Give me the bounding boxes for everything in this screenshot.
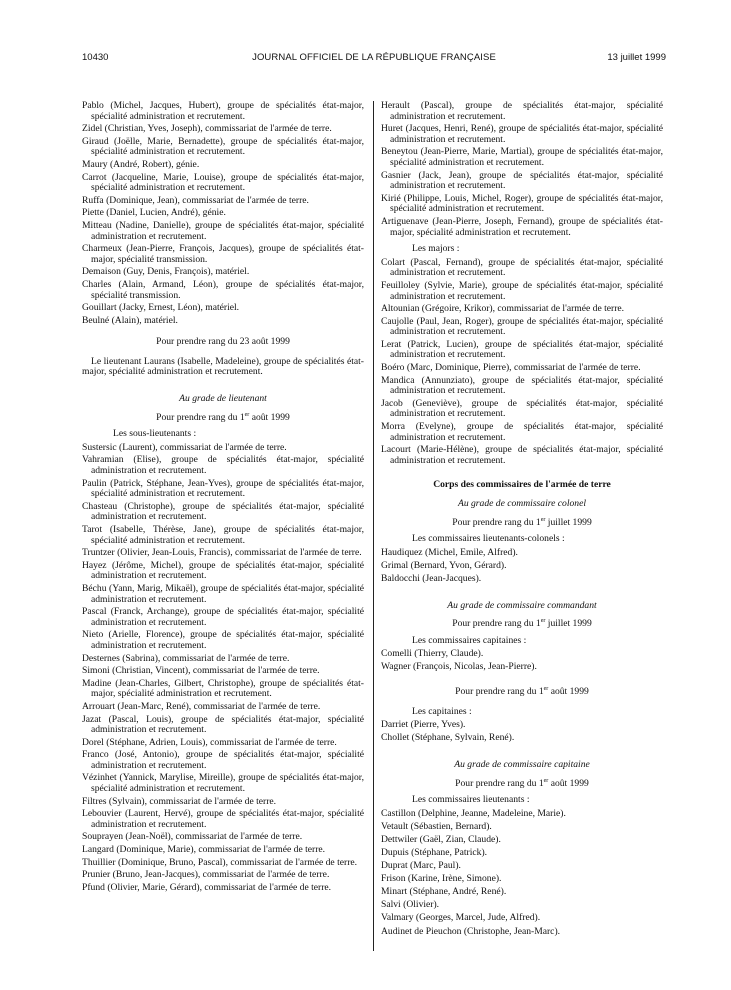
grade-commandant-heading: Au grade de commissaire commandant: [447, 599, 597, 611]
list-item: Dorel (Stéphane, Adrien, Louis), commissariat de l'armée de terre.: [82, 736, 337, 748]
list-item: Nieto (Arielle, Florence), groupe de spécialités état-major, spécialité administration et recrutement.: [82, 629, 364, 651]
list-item: Morra (Evelyne), groupe de spécialités état-major, spécialité administration et recrutement.: [381, 421, 663, 443]
rank-heading-juillet-2: Pour prendre rang du 1er juillet 1999: [452, 617, 592, 630]
list-item: Jacob (Geneviève), groupe de spécialités état-major, spécialité administration et recrutement.: [381, 397, 663, 420]
list-item: Vetault (Sébastien, Bernard).: [381, 820, 492, 832]
list-item: Comelli (Thierry, Claude).: [381, 648, 484, 660]
list-item: Chollet (Stéphane, Sylvain, René).: [381, 732, 515, 744]
list-item: Feuilloley (Sylvie, Marie), groupe de spécialités état-major, spécialité administration et recrutement.: [381, 279, 663, 302]
sous-lieutenants-label: Les sous-lieutenants :: [113, 428, 197, 440]
list-item: Desternes (Sabrina), commissariat de l'armée de terre.: [82, 652, 290, 664]
list-item: Chasteau (Christophe), groupe de spécialités état-major, spécialité administration et recrutement.: [82, 500, 364, 523]
list-item: Lerat (Patrick, Lucien), groupe de spécialités état-major, spécialité administration et recrutement.: [381, 338, 663, 361]
list-item: Audinet de Pieuchon (Christophe, Jean-Marc).: [381, 925, 561, 937]
list-item: Boéro (Marc, Dominique, Pierre), commissariat de l'armée de terre.: [381, 362, 641, 374]
list-item: Maury (André, Robert), génie.: [82, 158, 200, 170]
list-item: Duprat (Marc, Paul).: [381, 860, 461, 872]
list-item: Altounian (Grégoire, Krikor), commissariat de l'armée de terre.: [381, 303, 625, 315]
les-capitaines-label: Les capitaines :: [412, 705, 472, 717]
list-item: Haudiquez (Michel, Emile, Alfred).: [381, 546, 518, 558]
list-item: Lebouvier (Laurent, Hervé), groupe de spécialités état-major, spécialité administration et recrutement.: [82, 808, 364, 830]
list-item: Pascal (Franck, Archange), groupe de spécialités état-major, spécialité administration et recrutement.: [82, 606, 364, 628]
page-number: 10430: [82, 52, 109, 63]
list-item: Madine (Jean-Charles, Gilbert, Christophe), groupe de spécialités état-major, spécialité administration et recrutement.: [82, 677, 364, 700]
rank-heading-juillet-1: Pour prendre rang du 1er juillet 1999: [452, 516, 592, 528]
list-item: Demaison (Guy, Denis, François), matériel.: [82, 266, 250, 278]
list-item: Arrouart (Jean-Marc, René), commissariat de l'armée de terre.: [82, 700, 321, 712]
corps-heading: Corps des commissaires de l'armée de terre: [433, 479, 611, 491]
entry-list-a: [381, 101, 663, 238]
list-item: Tarot (Isabelle, Thérèse, Jane), groupe de spécialités état-major, spécialité administration et recrutement.: [82, 524, 364, 546]
rank-heading-1er-aout: Pour prendre rang du 1er août 1999: [156, 411, 290, 423]
list-item: Charmeux (Jean-Pierre, François, Jacques), groupe de spécialités état-major, spécialité transmission.: [82, 243, 364, 265]
list-item: Baldocchi (Jean-Jacques).: [381, 572, 482, 584]
list-item: Beneytou (Jean-Pierre, Marie, Martial), groupe de spécialités état-major, spécialité administration et recrutement.: [381, 146, 663, 168]
entry-list-a: [82, 101, 364, 326]
list-item: Pfund (Olivier, Marie, Gérard), commissariat de l'armée de terre.: [82, 881, 332, 893]
list-item: Carrot (Jacqueline, Marie, Louise), groupe de spécialités état-major, spécialité administration et recrutement.: [82, 171, 364, 194]
right-column: [381, 101, 663, 940]
column-divider: [373, 101, 374, 951]
commandant-list: [381, 649, 663, 673]
list-item: Colart (Pascal, Fernand), groupe de spécialités état-major, spécialité administration et recrutement.: [381, 256, 663, 279]
list-item: Prunier (Bruno, Jean-Jacques), commissariat de l'armée de terre.: [82, 869, 330, 881]
list-item: Valmary (Georges, Marcel, Jude, Alfred).: [381, 912, 541, 924]
list-item: Gasnier (Jack, Jean), groupe de spécialités état-major, spécialité administration et recrutement.: [381, 169, 663, 192]
list-item: Herault (Pascal), groupe de spécialités état-major, spécialité administration et recrutement.: [381, 100, 663, 122]
list-item: Hayez (Jérôme, Michel), groupe de spécialités état-major, spécialité administration et recrutement.: [82, 559, 364, 582]
list-item: Filtres (Sylvain), commissariat de l'armée de terre.: [82, 795, 277, 807]
list-item: Beulné (Alain), matériel.: [82, 314, 178, 326]
lieutenant-list: [381, 809, 663, 937]
grade-lieutenant-heading: Au grade de lieutenant: [179, 393, 267, 405]
entry-list-b: [381, 258, 663, 467]
list-item: Kirié (Philippe, Louis, Michel, Roger), groupe de spécialités état-major, spécialité administration et recrutement.: [381, 192, 663, 215]
issue-date: 13 juillet 1999: [607, 52, 666, 63]
list-item: Mandica (Annunziato), groupe de spécialités état-major, spécialité administration et recrutement.: [381, 374, 663, 397]
list-item: Ruffa (Dominique, Jean), commissariat de l'armée de terre.: [82, 194, 309, 206]
rank-heading-aout: Pour prendre rang du 1er août 1999: [455, 685, 589, 698]
list-item: Wagner (François, Nicolas, Jean-Pierre).: [381, 661, 537, 673]
list-item: Zidel (Christian, Yves, Joseph), commissariat de l'armée de terre.: [82, 123, 332, 135]
list-item: Simoni (Christian, Vincent), commissariat de l'armée de terre.: [82, 665, 320, 677]
list-item: Sustersic (Laurent), commissariat de l'armée de terre.: [82, 441, 287, 453]
list-item: Dettwiler (Gaël, Zian, Claude).: [381, 833, 501, 845]
list-item: Truntzer (Olivier, Jean-Louis, Francis), commissariat de l'armée de terre.: [82, 547, 362, 559]
list-item: Caujolle (Paul, Jean, Roger), groupe de spécialités état-major, spécialité administration et recrutement.: [381, 315, 663, 338]
majors-label: Les majors :: [412, 243, 460, 255]
lt-colonels-label: Les commissaires lieutenants-colonels :: [412, 533, 565, 545]
list-item: Béchu (Yann, Marig, Mikaël), groupe de spécialités état-major, spécialité administration et recrutement.: [82, 582, 364, 605]
grade-colonel-heading: Au grade de commissaire colonel: [457, 498, 587, 509]
left-column: [82, 101, 364, 895]
lieutenants-label: Les commissaires lieutenants :: [412, 794, 530, 806]
list-item: Minart (Stéphane, André, René).: [381, 886, 507, 898]
rank-heading-aout-2: Pour prendre rang du 1er août 1999: [455, 777, 589, 789]
list-item: Grimal (Bernard, Yvon, Gérard).: [381, 559, 507, 571]
grade-capitaine-heading: Au grade de commissaire capitaine: [454, 758, 590, 770]
list-item: Dupuis (Stéphane, Patrick).: [381, 846, 488, 858]
list-item: Gouillart (Jacky, Ernest, Léon), matériel.: [82, 302, 240, 314]
colonel-list: [381, 548, 663, 585]
list-item: Pablo (Michel, Jacques, Hubert), groupe de spécialités état-major, spécialité administration et recrutement.: [82, 100, 364, 122]
list-item: Langard (Dominique, Marie), commissariat de l'armée de terre.: [82, 844, 326, 856]
journal-title: JOURNAL OFFICIEL DE LA RÉPUBLIQUE FRANÇAISE: [252, 52, 496, 63]
list-item: Lacourt (Marie-Hélène), groupe de spécialités état-major, spécialité administration et recrutement.: [381, 444, 663, 466]
list-item: Huret (Jacques, Henri, René), groupe de spécialités état-major, spécialité administration et recrutement.: [381, 123, 663, 145]
list-item: Castillon (Delphine, Jeanne, Madeleine, Marie).: [381, 807, 566, 819]
capitaine-list: [381, 720, 663, 744]
list-item: Thuillier (Dominique, Bruno, Pascal), commissariat de l'armée de terre.: [82, 856, 358, 868]
list-item: Jazat (Pascal, Louis), groupe de spécialités état-major, spécialité administration et recrutement.: [82, 713, 364, 736]
list-item: Souprayen (Jean-Noël), commissariat de l'armée de terre.: [82, 831, 303, 843]
page-header: [82, 52, 666, 66]
list-item: Salvi (Olivier).: [381, 899, 440, 911]
laurans-entry: Le lieutenant Laurans (Isabelle, Madeleine), groupe de spécialités état-major, spécialité administration et recrutement.: [82, 355, 364, 378]
entry-list-b: [82, 443, 364, 894]
list-item: Franco (José, Antonio), groupe de spécialités état-major, spécialité administration et recrutement.: [82, 749, 364, 771]
list-item: Vahramian (Elise), groupe de spécialités état-major, spécialité administration et recrutement.: [82, 454, 364, 477]
list-item: Darriet (Pierre, Yves).: [381, 719, 466, 731]
capitaines-label: Les commissaires capitaines :: [412, 634, 527, 646]
list-item: Paulin (Patrick, Stéphane, Jean-Yves), groupe de spécialités état-major, spécialité administration et recrutement.: [82, 477, 364, 500]
list-item: Artiguenave (Jean-Pierre, Joseph, Fernand), groupe de spécialités état-major, spécialité administration et recrutement.: [381, 215, 663, 238]
list-item: Giraud (Joëlle, Marie, Bernadette), groupe de spécialités état-major, spécialité administration et recrutement.: [82, 135, 364, 158]
list-item: Piette (Daniel, Lucien, André), génie.: [82, 207, 226, 219]
rank-heading-23-aout: Pour prendre rang du 23 août 1999: [156, 336, 290, 348]
list-item: Mitteau (Nadine, Danielle), groupe de spécialités état-major, spécialité administration et recrutement.: [82, 219, 364, 242]
list-item: Charles (Alain, Armand, Léon), groupe de spécialités état-major, spécialité transmission.: [82, 278, 364, 301]
list-item: Vézinhet (Yannick, Marylise, Mireille), groupe de spécialités état-major, spécialité administration et recrutement.: [82, 772, 364, 795]
list-item: Frison (Karine, Irène, Simone).: [381, 873, 502, 885]
